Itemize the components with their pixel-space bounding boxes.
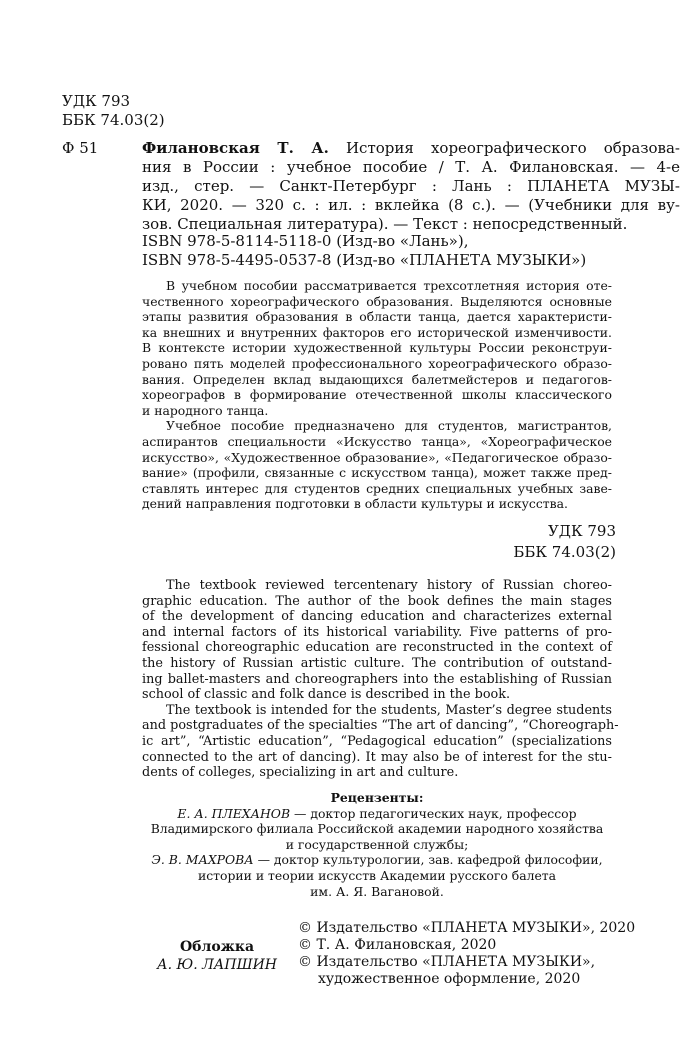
author-name: Филановская Т. А. [142,139,329,157]
cover-artist: А. Ю. ЛАПШИН [157,957,277,973]
copyright-block: © Издательство «ПЛАНЕТА МУЗЫКИ», 2020 © Т. А. Филановская, 2020 © Издательство «ПЛАНЕТА МУЗЫКИ», художественное оформление, 2020 [298,920,636,987]
udk-code-right: УДК 793 [547,522,616,540]
abstract-ru: В учебном пособии рассматривается трехсотлетняя история оте- чественного хореографического образования. Выделяются основные этапы развития образования в области танца, дается характеристи- ка внешних и внутренних факторов его исторической изменчивости. В контексте истории художественной культуры России реконструи- ровано пять моделей профессионального хореографического образо- вания. Определен вклад выдающихся балетмейстеров и педагогов- хореографов в формирование отечественной школы классического и народного танца. Учебное пособие предназначено для студентов, магистрантов, аспирантов специальности «Искусство танца», «Хореографическое искусство», «Художественное образование», «Педагогическое образо- вание» (профили, связанные с искусством танца), может также пред- ставлять интерес для студентов средних специальных учебных заве- дений направления подготовки в области культуры и искусства. [142,278,612,512]
reviewers-title: Рецензенты: [330,790,424,805]
bbk-code-right: ББК 74.03(2) [513,543,616,561]
udk-bbk-top [62,92,165,130]
author-mark: Ф 51 [62,139,99,157]
copyright-design: © Издательство «ПЛАНЕТА МУЗЫКИ», [298,954,596,970]
copyright-author: © Т. А. Филановская, 2020 [298,937,497,953]
isbn-planeta: ISBN 978-5-4495-0537-8 (Изд-во «ПЛАНЕТА МУЗЫКИ») [142,251,587,269]
cover-label: Обложка [179,939,255,955]
udk-bbk-right [504,521,616,563]
reviewer-1: Е. А. ПЛЕХАНОВ — доктор педагогических наук, профессор [177,805,577,821]
bibliographic-description: Филановская Т. А. История хореографического образова- ния в России : учебное пособие / Т. А. Филановская. — 4-е изд., стер. — Санкт-Петербург : Лань : ПЛАНЕТА МУЗЫ- КИ, 2020. — 320 с. : ил. : вклейка (8 с.). — (Учебники для ву- зов. Специальная литература). — Текст : непосредственный. [142,139,681,233]
cover-credit [142,938,292,974]
reviewer-2: Э. В. МАХРОВА — доктор культурологии, зав. кафедрой философии, [151,852,603,868]
reviewers-block: Рецензенты: Е. А. ПЛЕХАНОВ — доктор педагогических наук, профессор Владимирского филиала Российской академии народного хозяйства и государственной службы; Э. В. МАХРОВА — доктор культурологии, зав. кафедрой философии, истории и теории искусств Академии русского балета им. А. Я. Вагановой. [142,790,612,899]
bbk-code: ББК 74.03(2) [62,111,165,129]
copyright-publisher: © Издательство «ПЛАНЕТА МУЗЫКИ», 2020 [298,920,636,936]
udk-code: УДК 793 [62,92,131,110]
reviewer-1-name: Е. А. ПЛЕХАНОВ [177,805,291,821]
isbn-block [142,232,586,270]
abstract-en: The textbook reviewed tercentenary history of Russian choreo- graphic education. The author of the book defines the main stages of the development of dancing education and characterizes external and internal factors of its historical variability. Five patterns of pro- fessional choreographic education are reconstructed in the context of the history of Russian artistic culture. The contribution of outstand- ing ballet-masters and choreographers into the establishing of Russian school of classic and folk dance is described in the book. The textbook is intended for the students, Master’s degree students and postgraduates of the specialties “The art of dancing”, “Choreograph- ic art”, “Artistic education”, “Pedagogical education” (specializations connected to the art of dancing). It may also be of interest for the stu- dents of colleges, specializing in art and culture. [142,578,619,781]
isbn-lan: ISBN 978-5-8114-5118-0 (Изд-во «Лань»), [142,232,469,250]
reviewer-2-name: Э. В. МАХРОВА [151,852,254,868]
